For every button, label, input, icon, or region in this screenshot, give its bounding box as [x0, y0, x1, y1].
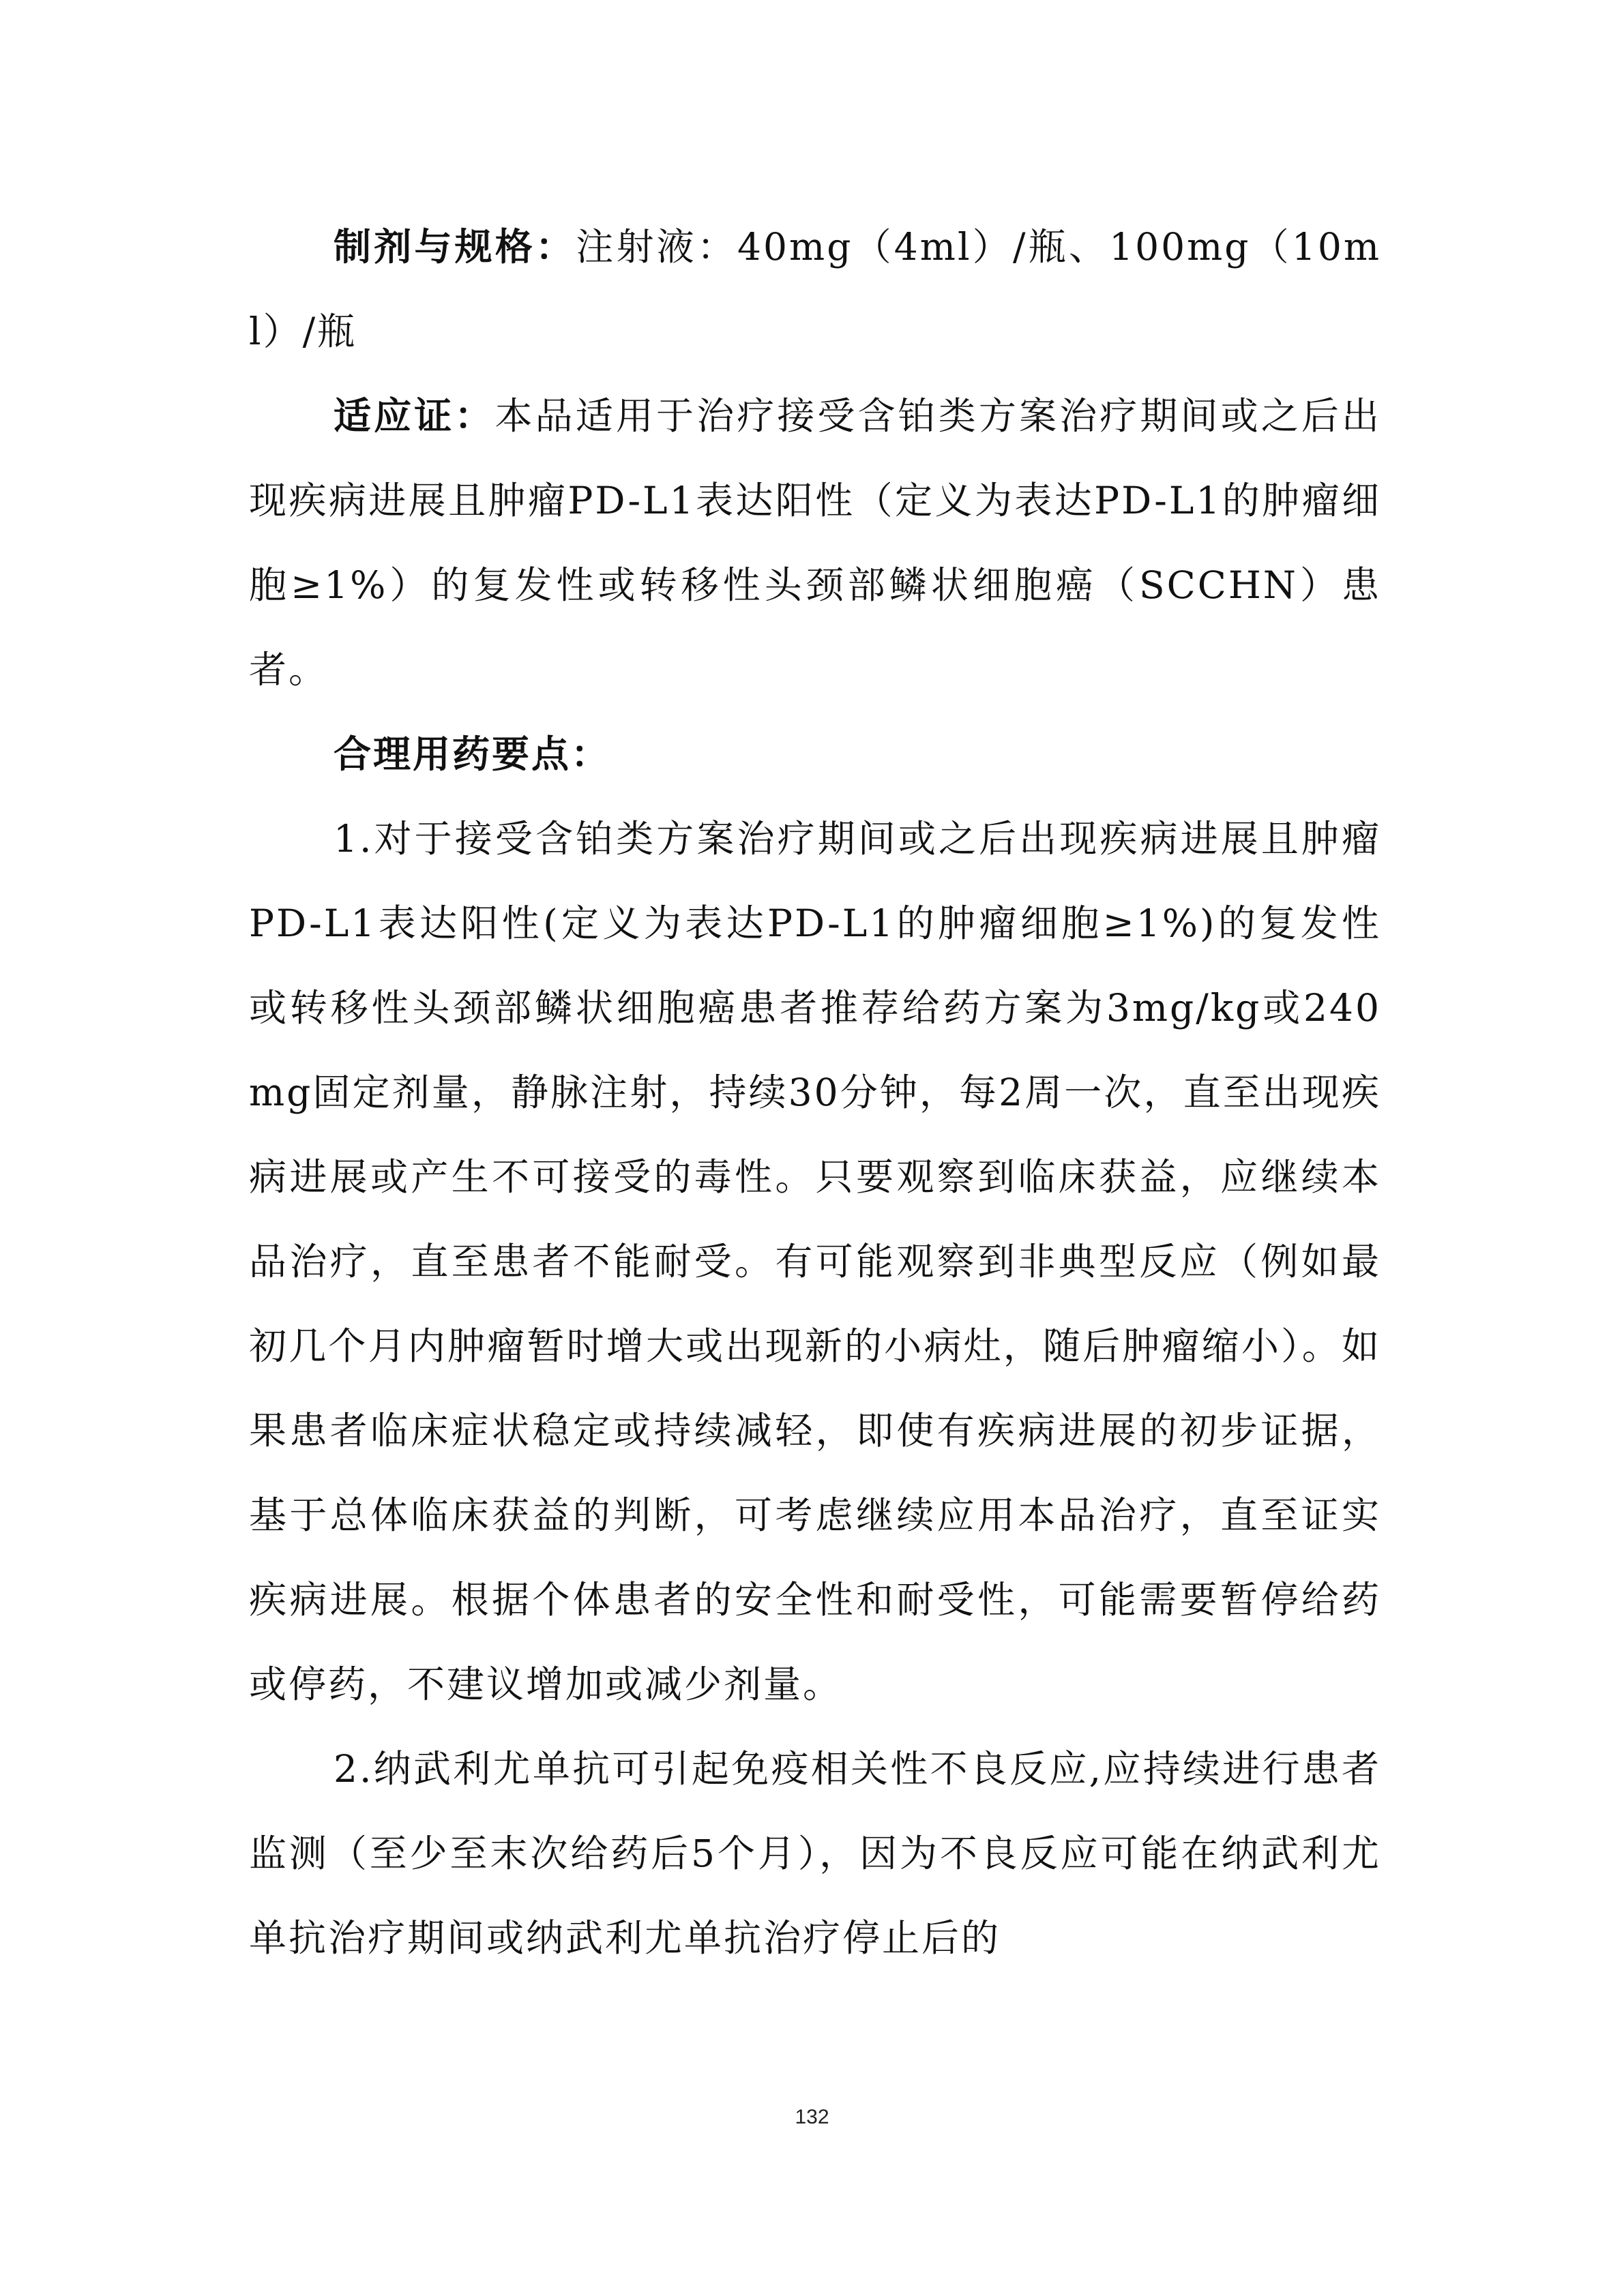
- page-number: 132: [795, 2106, 829, 2128]
- indication-label: 适应证：: [334, 394, 495, 438]
- page-body: [249, 205, 1381, 1980]
- key-points-heading: 合理用药要点：: [334, 732, 611, 776]
- indication-text: 本品适用于治疗接受含铂类方案治疗期间或之后出现疾病进展且肿瘤PD-L1表达阳性（定义为表达PD-L1的肿瘤细胞≥1%）的复发性或转移性头颈部鳞状细胞癌（SCCHN）患者。: [249, 394, 1381, 691]
- key-point-2: 2.纳武利尤单抗可引起免疫相关性不良反应,应持续进行患者监测（至少至末次给药后5个月），因为不良反应可能在纳武利尤单抗治疗期间或纳武利尤单抗治疗停止后的: [249, 1747, 1381, 1960]
- formulation-label: 制剂与规格：: [334, 225, 576, 269]
- formulation-text: 注射液：40mg（4ml）/瓶、100mg（10ml）/瓶: [249, 225, 1381, 353]
- indication-paragraph: [249, 374, 1381, 712]
- formulation-paragraph: [249, 205, 1381, 374]
- key-point-1: 1.对于接受含铂类方案治疗期间或之后出现疾病进展且肿瘤PD-L1表达阳性(定义为表达PD-L1的肿瘤细胞≥1%)的复发性或转移性头颈部鳞状细胞癌患者推荐给药方案为3mg/kg或240mg固定剂量，静脉注射，持续30分钟，每2周一次，直至出现疾病进展或产生不可接受的毒性。只要观察到临床获益，应继续本品治疗，直至患者不能耐受。有可能观察到非典型反应（例如最初几个月内肿瘤暂时增大或出现新的小病灶，随后肿瘤缩小）。如果患者临床症状稳定或持续减轻，即使有疾病进展的初步证据，基于总体临床获益的判断，可考虑继续应用本品治疗，直至证实疾病进展。根据个体患者的安全性和耐受性，可能需要暂停给药或停药，不建议增加或减少剂量。: [249, 817, 1381, 1706]
